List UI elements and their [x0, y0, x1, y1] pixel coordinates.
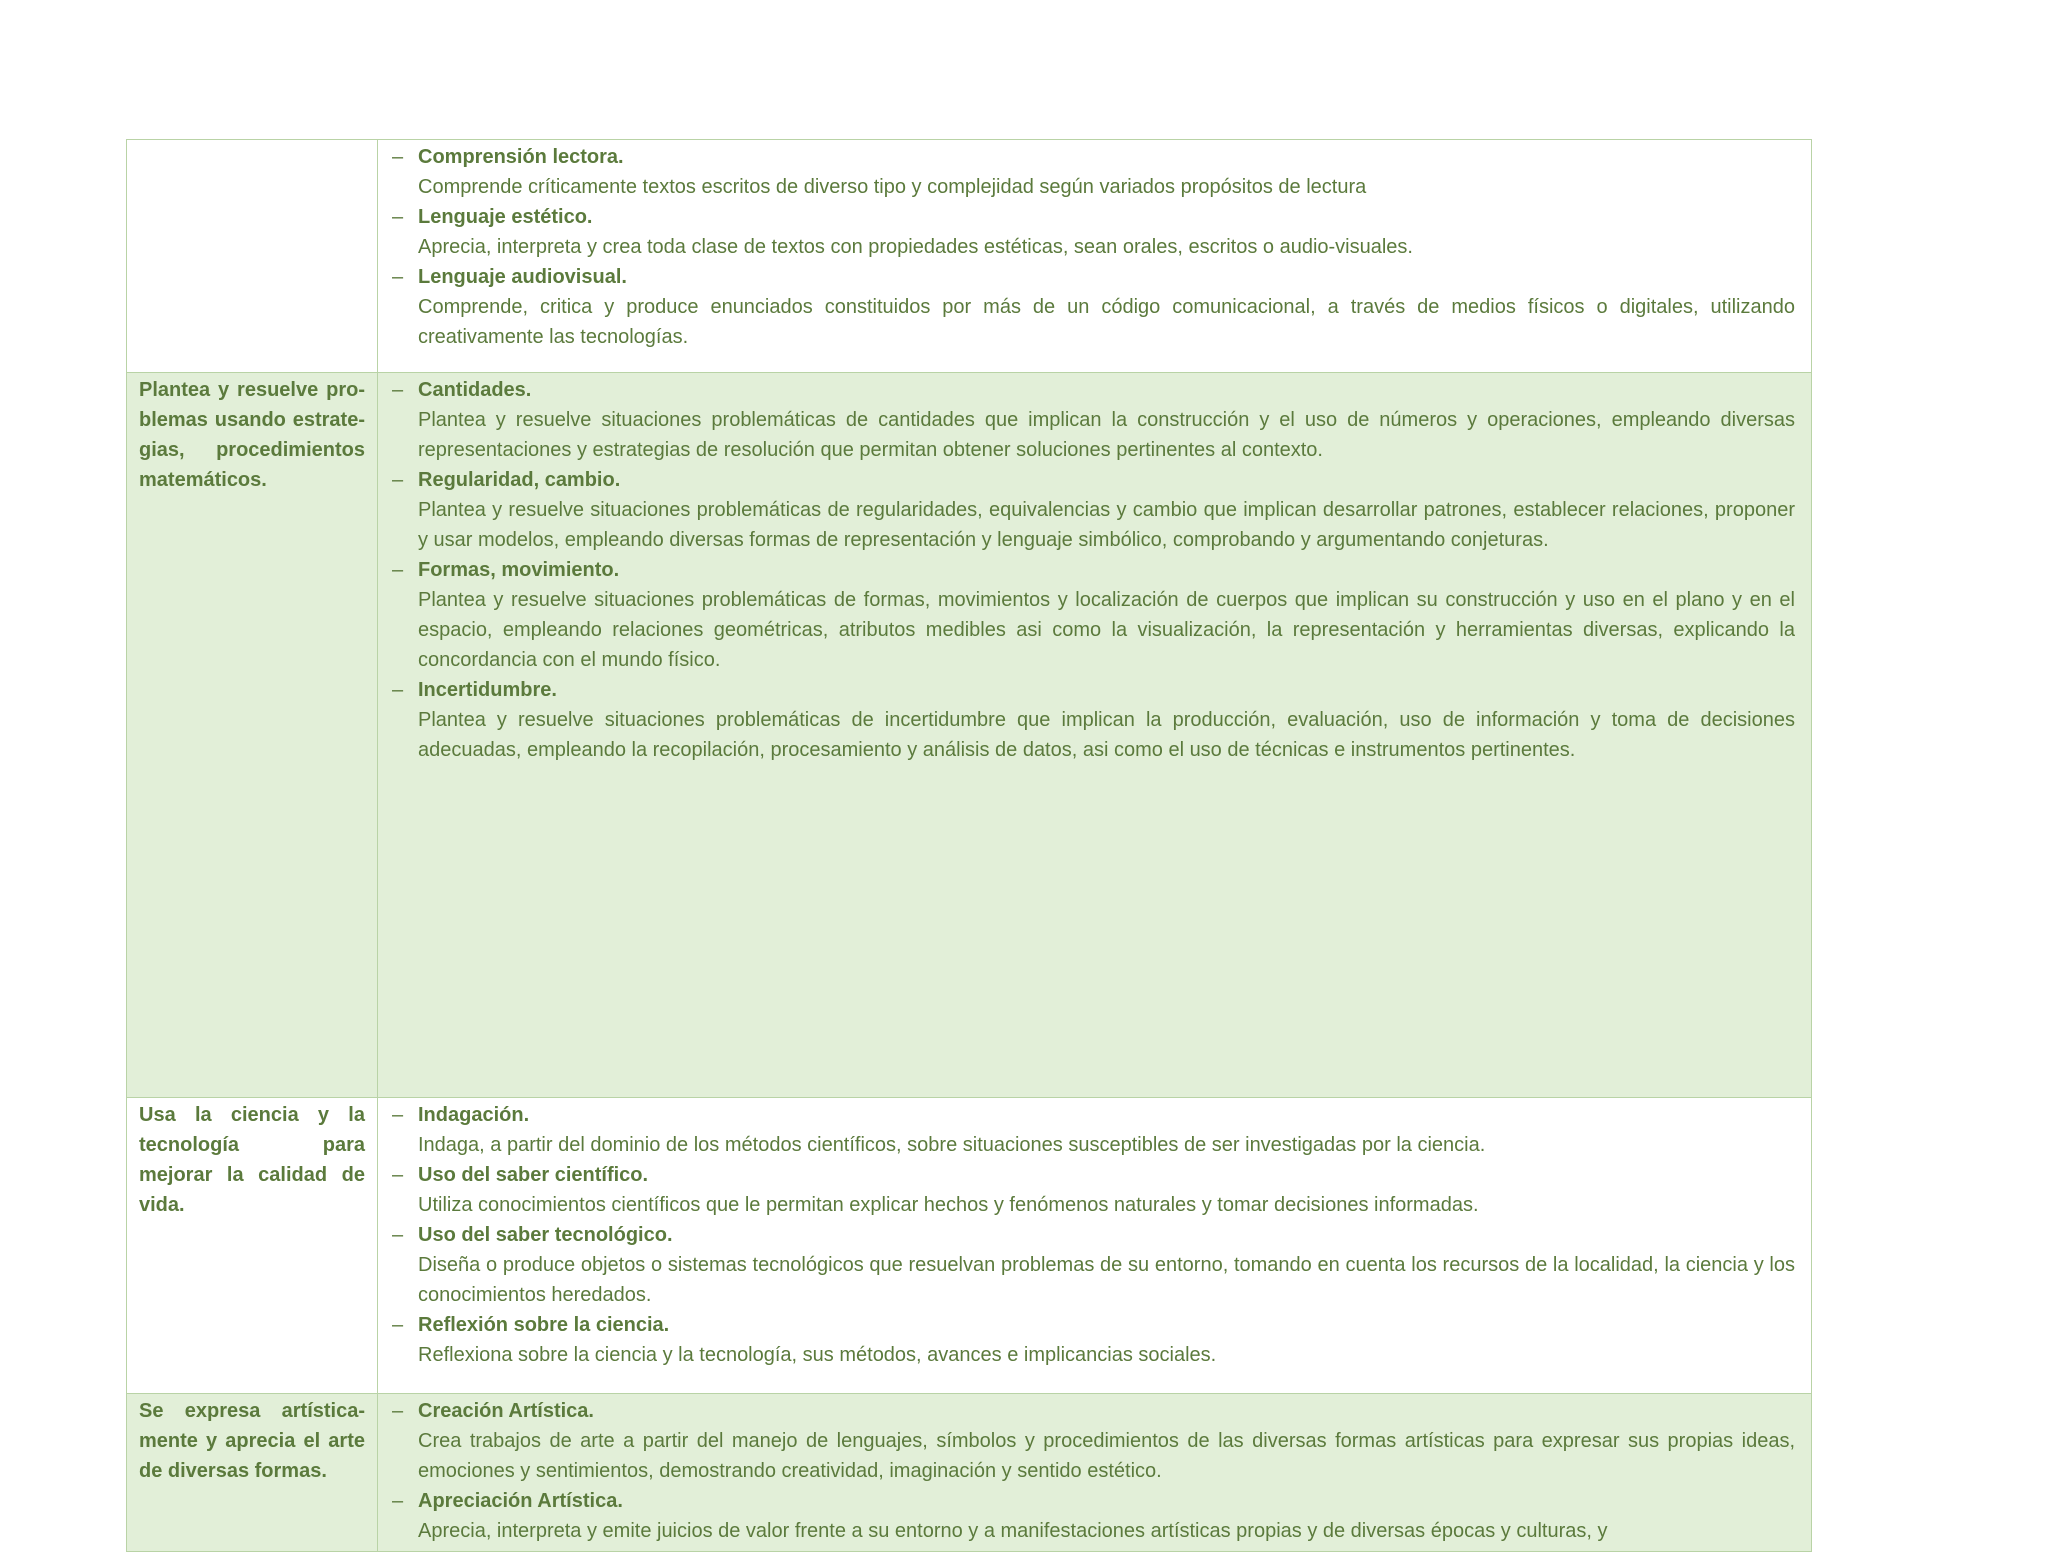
dash-bullet-icon: – [392, 379, 404, 401]
competency-label [127, 140, 378, 373]
capacity-item [392, 1160, 1795, 1220]
capacity-description: Plantea y resuelve situaciones problemáticas de formas, movimientos y localización de cuerpos que implican su construcción y uso en el plano y en el espacio, empleando relaciones geométricas, atributos medibles asi como la visualización, la representación y herramientas diversas, explicando la concordancia con el mundo físico. [418, 589, 1795, 671]
capacity-description: Crea trabajos de arte a partir del manejo de lenguajes, símbolos y procedimientos de las diversas formas artísticas para expresar sus propias ideas, emociones y sentimientos, demostrando creatividad, imaginación y sentido estético. [418, 1430, 1795, 1482]
dash-bullet-icon: – [392, 1104, 404, 1126]
capacity-description: Comprende, critica y produce enunciados constituidos por más de un código comunicacional, a través de medios físicos o digitales, utilizando creativamente las tecnologías. [418, 296, 1795, 348]
dash-bullet-icon: – [392, 469, 404, 491]
capacities-cell [378, 1098, 1812, 1394]
capacity-title: Incertidumbre. [418, 679, 557, 701]
capacity-description: Aprecia, interpreta y crea toda clase de textos con propiedades estéticas, sean orales, escritos o audio-visuales. [418, 236, 1413, 258]
table-row [127, 373, 1812, 1098]
dash-bullet-icon: – [392, 1164, 404, 1186]
competency-label: Plantea y resuelve pro-blemas usando estrate-gias, procedimientos matemáticos. [127, 373, 378, 1098]
capacity-title: Apreciación Artística. [418, 1490, 623, 1512]
capacities-cell [378, 140, 1812, 373]
capacity-item [392, 262, 1795, 352]
capacity-item [392, 1220, 1795, 1310]
table-row [127, 1098, 1812, 1394]
dash-bullet-icon: – [392, 146, 404, 168]
capacity-description: Indaga, a partir del dominio de los métodos científicos, sobre situaciones susceptibles de ser investigadas por la ciencia. [418, 1134, 1486, 1156]
dash-bullet-icon: – [392, 1400, 404, 1422]
dash-bullet-icon: – [392, 206, 404, 228]
capacity-description: Plantea y resuelve situaciones problemáticas de regularidades, equivalencias y cambio que implican desarrollar patrones, establecer relaciones, proponer y usar modelos, empleando diversas formas de representación y lenguaje simbólico, comprobando y argumentando conjeturas. [418, 499, 1795, 551]
competency-label: Usa la ciencia y la tecnología para mejorar la calidad de vida. [127, 1098, 378, 1394]
capacities-cell [378, 1394, 1812, 1552]
dash-bullet-icon: – [392, 266, 404, 288]
capacity-item [392, 1396, 1795, 1486]
capacity-title: Uso del saber científico. [418, 1164, 649, 1186]
dash-bullet-icon: – [392, 1490, 404, 1512]
capacity-description: Plantea y resuelve situaciones problemáticas de incertidumbre que implican la producción, evaluación, uso de información y toma de decisiones adecuadas, empleando la recopilación, procesamiento y análisis de datos, asi como el uso de técnicas e instrumentos pertinentes. [418, 709, 1795, 761]
capacity-description: Reflexiona sobre la ciencia y la tecnología, sus métodos, avances e implicancias sociales. [418, 1344, 1217, 1366]
capacity-title: Lenguaje audiovisual. [418, 266, 627, 288]
capacity-item [392, 202, 1795, 262]
capacity-description: Aprecia, interpreta y emite juicios de valor frente a su entorno y a manifestaciones artísticas propias y de diversas épocas y culturas, y [418, 1520, 1608, 1542]
competencies-table [126, 139, 1812, 1552]
competency-label: Se expresa artística-mente y aprecia el arte de diversas formas. [127, 1394, 378, 1552]
table-row [127, 1394, 1812, 1552]
dash-bullet-icon: – [392, 1224, 404, 1246]
capacity-description: Diseña o produce objetos o sistemas tecnológicos que resuelvan problemas de su entorno, tomando en cuenta los recursos de la localidad, la ciencia y los conocimientos heredados. [418, 1254, 1795, 1306]
capacity-item [392, 675, 1795, 765]
capacity-item [392, 1486, 1795, 1546]
dash-bullet-icon: – [392, 679, 404, 701]
capacity-title: Lenguaje estético. [418, 206, 593, 228]
capacities-cell [378, 373, 1812, 1098]
capacity-description: Utiliza conocimientos científicos que le permitan explicar hechos y fenómenos naturales y tomar decisiones informadas. [418, 1194, 1479, 1216]
capacity-item [392, 1100, 1795, 1160]
capacity-item [392, 555, 1795, 675]
dash-bullet-icon: – [392, 1314, 404, 1336]
capacity-item [392, 142, 1795, 202]
capacity-title: Uso del saber tecnológico. [418, 1224, 673, 1246]
competencies-table-page [126, 139, 1812, 1552]
capacity-item [392, 375, 1795, 465]
capacity-item [392, 1310, 1795, 1370]
capacity-title: Regularidad, cambio. [418, 469, 621, 491]
capacity-title: Formas, movimiento. [418, 559, 620, 581]
capacity-title: Indagación. [418, 1104, 530, 1126]
dash-bullet-icon: – [392, 559, 404, 581]
capacity-description: Plantea y resuelve situaciones problemáticas de cantidades que implican la construcción y el uso de números y operaciones, empleando diversas representaciones y estrategias de resolución que permitan obtener soluciones pertinentes al contexto. [418, 409, 1795, 461]
capacity-title: Creación Artística. [418, 1400, 594, 1422]
table-row [127, 140, 1812, 373]
capacity-title: Comprensión lectora. [418, 146, 624, 168]
capacity-title: Cantidades. [418, 379, 532, 401]
capacity-title: Reflexión sobre la ciencia. [418, 1314, 670, 1336]
capacity-description: Comprende críticamente textos escritos de diverso tipo y complejidad según variados propósitos de lectura [418, 176, 1367, 198]
capacity-item [392, 465, 1795, 555]
